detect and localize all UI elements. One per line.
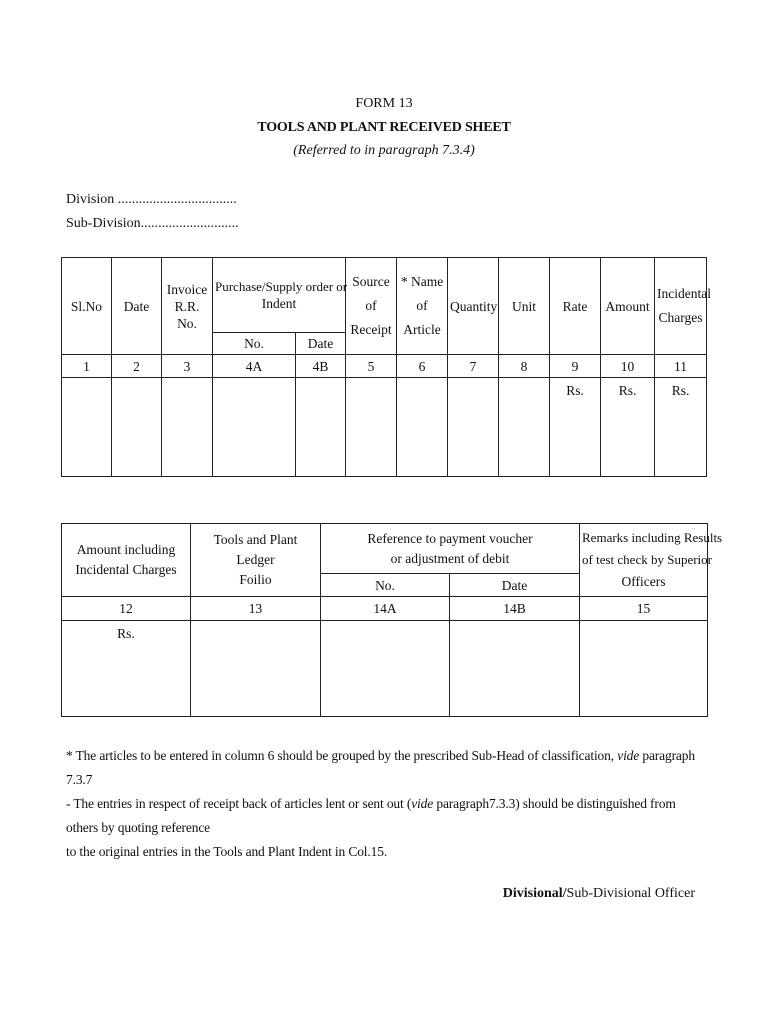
header-amount: Amount xyxy=(601,258,655,355)
header-incidental-line: Incidental xyxy=(657,286,711,301)
column-number: 15 xyxy=(580,597,708,621)
table-row xyxy=(62,378,707,477)
column-number: 3 xyxy=(162,355,213,378)
column-number: 11 xyxy=(655,355,707,378)
table-cell xyxy=(346,378,397,477)
column-number: 7 xyxy=(448,355,499,378)
header-purchase-line: Purchase/Supply order or xyxy=(215,279,348,294)
column-number: 14B xyxy=(450,597,580,621)
column-number: 9 xyxy=(550,355,601,378)
table-cell xyxy=(162,378,213,477)
header-ledger-line: Tools and Plant Ledger xyxy=(213,532,298,567)
table-cell xyxy=(62,378,112,477)
note-text: paragraph7.3.3) should be distinguished from others by quoting reference xyxy=(66,796,676,835)
table-cell xyxy=(397,378,448,477)
table-row xyxy=(62,621,708,717)
column-number: 6 xyxy=(397,355,448,378)
column-number: 5 xyxy=(346,355,397,378)
header-purchase-line: Indent xyxy=(261,296,297,311)
subheader-date: Date xyxy=(296,333,346,355)
note-vide: vide xyxy=(411,796,434,811)
header-unit: Unit xyxy=(499,258,550,355)
form-title: TOOLS AND PLANT RECEIVED SHEET xyxy=(257,120,511,135)
header-source-line: Source xyxy=(352,274,390,289)
form-number: FORM 13 xyxy=(355,96,413,111)
table-header-row xyxy=(62,258,707,333)
note-text: * The articles to be entered in column 6 should be grouped by the prescribed Sub-Head of classification, xyxy=(66,748,614,763)
table-cell xyxy=(191,621,321,717)
table-cell xyxy=(112,378,162,477)
signature-rest: Sub-Divisional Officer xyxy=(566,886,695,901)
rate-currency: Rs. xyxy=(550,378,601,477)
header-slno: Sl.No xyxy=(62,258,112,355)
column-number: 12 xyxy=(62,597,191,621)
note-vide: vide xyxy=(617,748,640,763)
header-purchase xyxy=(213,258,346,333)
header-ref-line: Reference to payment voucher xyxy=(367,530,533,546)
note-text: paragraph 7.3.7 xyxy=(66,748,695,787)
table-cell xyxy=(296,378,346,477)
sub-division-field: Sub-Division............................ xyxy=(66,216,239,231)
receipt-table xyxy=(61,257,711,477)
header-remarks-line: of test check by Superior xyxy=(582,552,712,567)
table-cell xyxy=(448,378,499,477)
header-remarks-line: Remarks including Results xyxy=(582,530,723,545)
header-invoice-line: Invoice xyxy=(166,281,208,297)
header-date: Date xyxy=(112,258,162,355)
signature-line xyxy=(503,886,695,902)
amount-currency: Rs. xyxy=(62,621,191,717)
subheader-no: No. xyxy=(321,574,450,597)
column-number: 8 xyxy=(499,355,550,378)
header-invoice-line: R.R. No. xyxy=(174,298,200,331)
header-ref-line: or adjustment of debit xyxy=(390,550,510,566)
header-remarks-line: Officers xyxy=(621,574,666,589)
column-number-row xyxy=(62,355,707,378)
payment-table xyxy=(61,523,723,717)
header-amount-line: Amount including xyxy=(76,542,176,557)
header-article-name xyxy=(397,258,448,355)
column-number: 10 xyxy=(601,355,655,378)
column-number: 13 xyxy=(191,597,321,621)
note-text: - The entries in respect of receipt back of articles lent or sent out ( xyxy=(66,796,412,811)
incidental-currency: Rs. xyxy=(655,378,707,477)
header-article-line: Article xyxy=(403,322,441,337)
subheader-date: Date xyxy=(450,574,580,597)
table-cell xyxy=(499,378,550,477)
form-reference: (Referred to in paragraph 7.3.4) xyxy=(293,143,475,158)
table-header-row xyxy=(62,524,708,574)
column-number: 14A xyxy=(321,597,450,621)
table-cell xyxy=(213,378,296,477)
column-number: 4A xyxy=(213,355,296,378)
column-number: 2 xyxy=(112,355,162,378)
table-cell xyxy=(450,621,580,717)
subheader-no: No. xyxy=(213,333,296,355)
header-article-line: * Name xyxy=(400,274,444,289)
note-text: to the original entries in the Tools and Plant Indent in Col.15. xyxy=(66,844,388,859)
header-source-line: of xyxy=(365,298,377,313)
header-incidental xyxy=(655,258,711,355)
header-source-line: Receipt xyxy=(350,322,392,337)
signature-bold: Divisional/ xyxy=(502,886,567,901)
header-quantity: Quantity xyxy=(448,258,499,355)
header-rate: Rate xyxy=(550,258,601,355)
note-grouping xyxy=(66,744,706,792)
header-ledger-line: Foilio xyxy=(239,572,272,587)
amount-currency: Rs. xyxy=(601,378,655,477)
header-incidental-line: Charges xyxy=(658,310,703,325)
header-payment-reference xyxy=(321,524,580,574)
table-cell xyxy=(321,621,450,717)
header-ledger-folio xyxy=(191,524,321,597)
header-amount-line: Incidental Charges xyxy=(75,562,177,577)
header-amount-incl xyxy=(62,524,191,597)
column-number-row xyxy=(62,597,708,621)
header-source xyxy=(346,258,397,355)
column-number: 4B xyxy=(296,355,346,378)
header-remarks xyxy=(580,524,723,597)
header-invoice xyxy=(162,258,213,355)
table-cell xyxy=(580,621,708,717)
division-field: Division .................................. xyxy=(66,192,237,207)
note-receipt-back xyxy=(66,792,706,864)
column-number: 1 xyxy=(62,355,112,378)
header-article-line: of xyxy=(416,298,428,313)
